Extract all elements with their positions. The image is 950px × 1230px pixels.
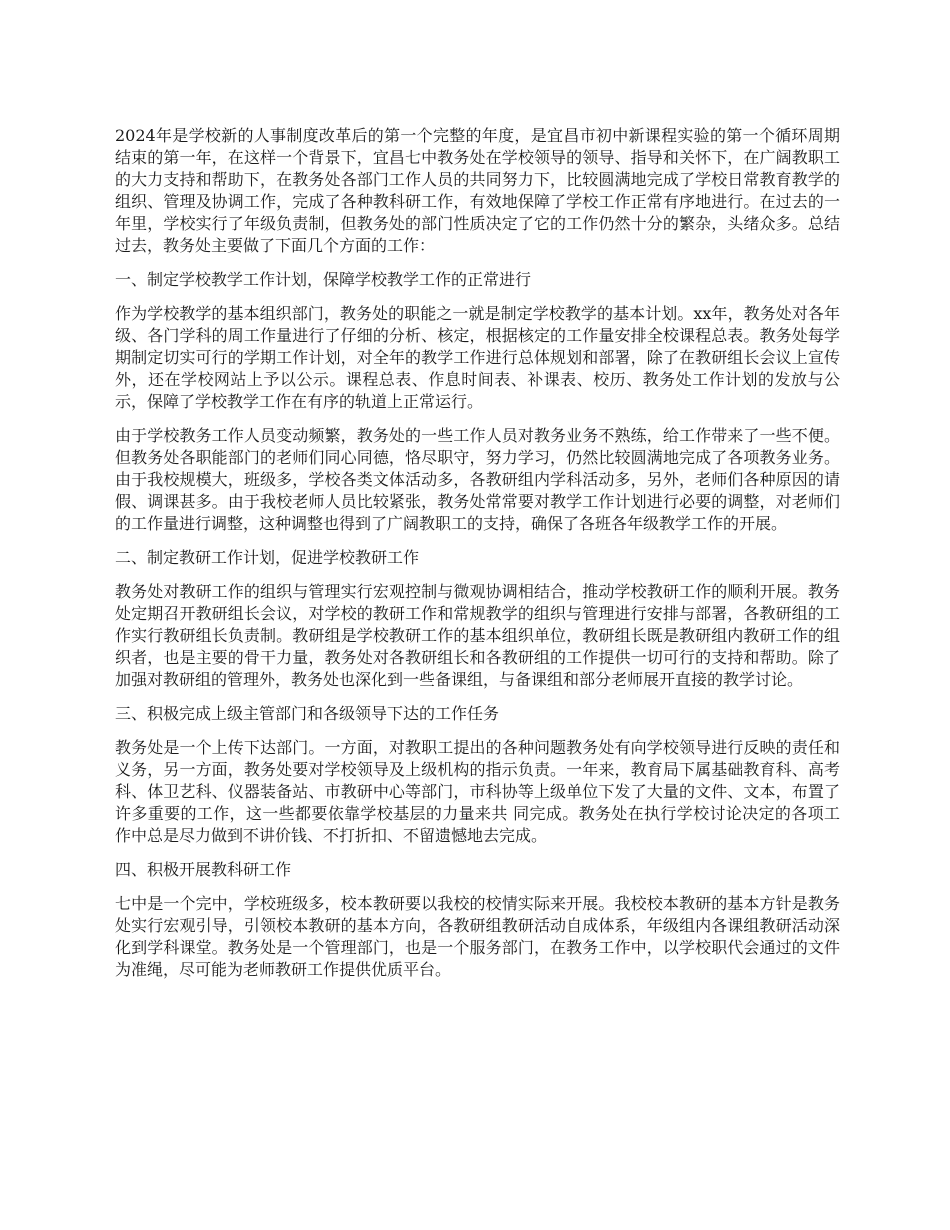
document-body (115, 125, 840, 993)
section-heading-3: 三、积极完成上级主管部门和各级领导下达的工作任务 (115, 704, 500, 723)
section-1-paragraph-2: 由于学校教务工作人员变动频繁，教务处的一些工作人员对教务业务不熟练，给工作带来了一些不便。但教务处各职能部门的老师们同心同德，恪尽职守，努力学习，仍然比较圆满地完成了各项教务业务。由于我校规模大，班级多，学校各类文体活动多，各教研组内学科活动多，另外，老师们各种原因的请假、调课甚多。由于我校老师人员比较紧张，教务处常常要对教学工作计划进行必要的调整，对老师们的工作量进行调整，这种调整也得到了广阔教职工的支持，确保了各班各年级教学工作的开展。 (115, 426, 840, 533)
section-3-paragraph-1: 教务处是一个上传下达部门。一方面，对教职工提出的各种问题教务处有向学校领导进行反映的责任和义务，另一方面，教务处要对学校领导及上级机构的指示负责。一年来，教育局下属基础教育科、高考科、体卫艺科、仪器装备站、市教研中心等部门，市科协等上级单位下发了大量的文件、文本，布置了许多重要的工作，这一些都要依靠学校基层的力量来共 同完成。教务处在执行学校讨论决定的各项工作中总是尽力做到不讲价钱、不打折扣、不留遗憾地去完成。 (115, 738, 840, 845)
intro-paragraph: 2024年是学校新的人事制度改革后的第一个完整的年度，是宜昌市初中新课程实验的第一个循环周期结束的第一年，在这样一个背景下，宜昌七中教务处在学校领导的领导、指导和关怀下，在广阔教职工的大力支持和帮助下，在教务处各部门工作人员的共同努力下，比较圆满地完成了学校日常教育教学的组织、管理及协调工作，完成了各种教科研工作，有效地保障了学校工作正常有序地进行。在过去的一年里，学校实行了年级负责制，但教务处的部门性质决定了它的工作仍然十分的繁杂，头绪众多。总结过去，教务处主要做了下面几个方面的工作： (115, 126, 840, 255)
section-heading-1: 一、制定学校教学工作计划，保障学校教学工作的正常进行 (115, 270, 532, 289)
section-2-paragraph-1: 教务处对教研工作的组织与管理实行宏观控制与微观协调相结合，推动学校教研工作的顺利开展。教务处定期召开教研组长会议，对学校的教研工作和常规教学的组织与管理进行安排与部署，各教研组的工作实行教研组长负责制。教研组是学校教研工作的基本组织单位，教研组长既是教研组内教研工作的组织者，也是主要的骨干力量，教务处对各教研组长和各教研组的工作提供一切可行的支持和帮助。除了加强对教研组的管理外，教务处也深化到一些备课组，与备课组和部分老师展开直接的教学讨论。 (115, 582, 840, 689)
section-heading-2: 二、制定教研工作计划，促进学校教研工作 (115, 548, 420, 567)
section-heading-4: 四、积极开展教科研工作 (115, 860, 292, 879)
section-1-paragraph-1: 作为学校教学的基本组织部门，教务处的职能之一就是制定学校教学的基本计划。xx年，教务处对各年级、各门学科的周工作量进行了仔细的分析、核定，根据核定的工作量安排全校课程总表。教务处每学期制定切实可行的学期工作计划，对全年的教学工作进行总体规划和部署，除了在教研组长会议上宣传外，还在学校网站上予以公示。课程总表、作息时间表、补课表、校历、教务处工作计划的发放与公示，保障了学校教学工作在有序的轨道上正常运行。 (115, 304, 840, 411)
section-4-paragraph-1: 七中是一个完中，学校班级多，校本教研要以我校的校情实际来开展。我校校本教研的基本方针是教务处实行宏观引导，引领校本教研的基本方向，各教研组教研活动自成体系，年级组内各课组教研活动深化到学科课堂。教务处是一个管理部门，也是一个服务部门，在教务工作中，以学校职代会通过的文件为准绳，尽可能为老师教研工作提供优质平台。 (115, 894, 840, 979)
